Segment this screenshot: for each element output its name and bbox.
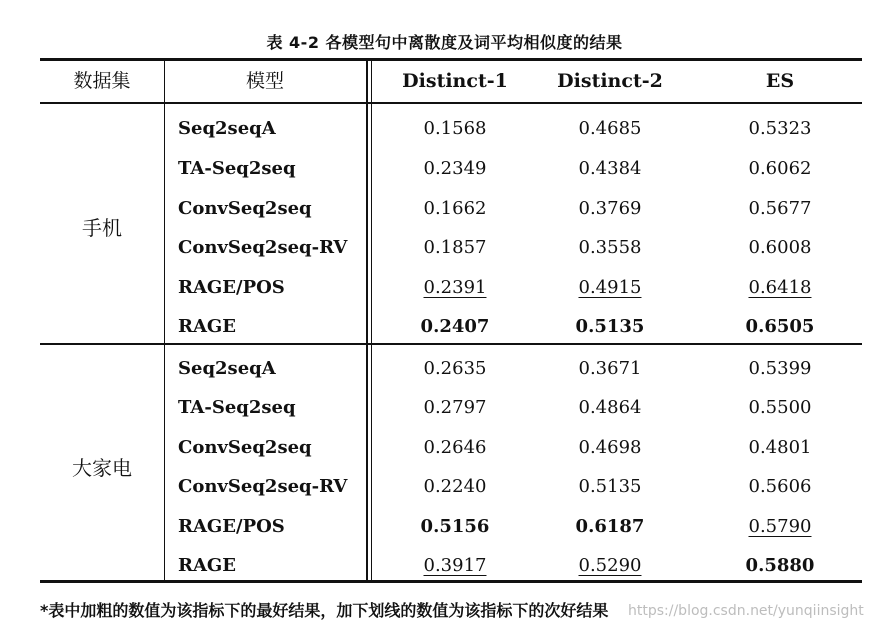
model-name: Seq2seqA <box>178 118 276 139</box>
table-row <box>165 546 862 585</box>
table-row <box>165 109 862 148</box>
table-row <box>165 388 862 427</box>
table-row <box>165 189 862 228</box>
model-name: RAGE/POS <box>178 516 285 537</box>
model-name: ConvSeq2seq <box>178 198 312 219</box>
distinct-1-value: 0.2797 <box>423 397 487 418</box>
distinct-1-value: 0.2349 <box>423 158 487 179</box>
distinct-2-value: 0.4685 <box>578 118 642 139</box>
model-name: Seq2seqA <box>178 358 276 379</box>
model-name: RAGE/POS <box>178 277 285 298</box>
distinct-2-value: 0.5290 <box>578 555 642 576</box>
model-name: TA-Seq2seq <box>178 397 296 418</box>
model-name: ConvSeq2seq-RV <box>178 476 348 497</box>
es-value: 0.5677 <box>748 198 812 219</box>
table-caption: 表 4-2 各模型句中离散度及词平均相似度的结果 <box>266 33 623 52</box>
distinct-2-value: 0.4384 <box>578 158 642 179</box>
distinct-1-value: 0.1857 <box>423 237 487 258</box>
distinct-1-value: 0.3917 <box>423 555 487 576</box>
distinct-2-value: 0.5135 <box>575 316 645 337</box>
table-row <box>165 149 862 188</box>
distinct-2-value: 0.4698 <box>578 437 642 458</box>
distinct-2-value: 0.3558 <box>578 237 642 258</box>
model-name: TA-Seq2seq <box>178 158 296 179</box>
table-row <box>165 428 862 467</box>
header-dataset: 数据集 <box>73 70 131 92</box>
header-model: 模型 <box>245 70 284 92</box>
es-value: 0.6008 <box>748 237 812 258</box>
model-name: RAGE <box>178 555 237 576</box>
es-value: 0.5606 <box>748 476 812 497</box>
distinct-1-value: 0.2240 <box>423 476 487 497</box>
es-value: 0.6418 <box>748 277 812 298</box>
distinct-1-value: 0.5156 <box>420 516 490 537</box>
distinct-1-value: 0.1662 <box>423 198 487 219</box>
distinct-2-value: 0.3671 <box>578 358 642 379</box>
table-row <box>165 507 862 546</box>
distinct-1-value: 0.1568 <box>423 118 487 139</box>
distinct-1-value: 0.2391 <box>423 277 487 298</box>
watermark: https://blog.csdn.net/yunqiinsight <box>628 603 864 619</box>
distinct-2-value: 0.4915 <box>578 277 642 298</box>
es-value: 0.6505 <box>745 316 815 337</box>
table-row <box>165 228 862 267</box>
footnote: *表中加粗的数值为该指标下的最好结果，加下划线的数值为该指标下的次好结果 <box>40 601 609 620</box>
es-value: 0.6062 <box>748 158 812 179</box>
model-name: ConvSeq2seq <box>178 437 312 458</box>
table-row <box>165 467 862 506</box>
distinct-1-value: 0.2646 <box>423 437 487 458</box>
header-distinct-2: Distinct-2 <box>557 70 663 92</box>
es-value: 0.5790 <box>748 516 812 537</box>
distinct-1-value: 0.2635 <box>423 358 487 379</box>
distinct-2-value: 0.6187 <box>575 516 645 537</box>
table-row <box>165 349 862 388</box>
distinct-1-value: 0.2407 <box>420 316 490 337</box>
group-label-phone: 手机 <box>82 216 122 240</box>
header-es: ES <box>765 70 795 92</box>
table-row <box>165 268 862 307</box>
group-label-appliance: 大家电 <box>72 456 132 480</box>
es-value: 0.4801 <box>748 437 812 458</box>
header-distinct-1: Distinct-1 <box>402 70 508 92</box>
distinct-2-value: 0.4864 <box>578 397 642 418</box>
es-value: 0.5500 <box>748 397 812 418</box>
distinct-2-value: 0.5135 <box>578 476 642 497</box>
table-row <box>165 307 862 346</box>
es-value: 0.5880 <box>745 555 815 576</box>
es-value: 0.5323 <box>748 118 812 139</box>
model-name: RAGE <box>178 316 237 337</box>
distinct-2-value: 0.3769 <box>578 198 642 219</box>
es-value: 0.5399 <box>748 358 812 379</box>
model-name: ConvSeq2seq-RV <box>178 237 348 258</box>
